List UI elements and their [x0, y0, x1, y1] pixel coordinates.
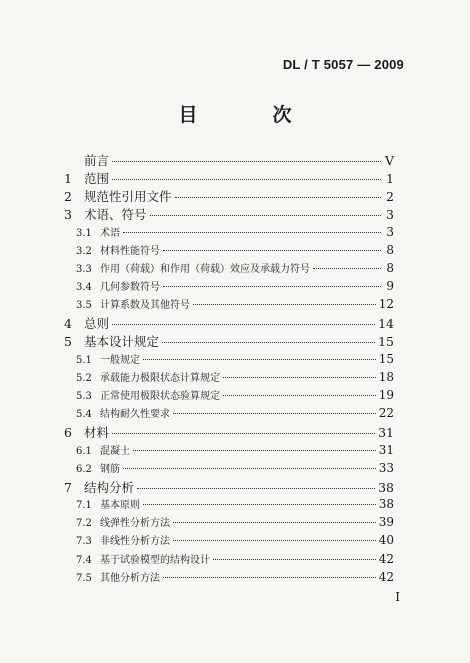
toc-entry	[64, 423, 394, 441]
toc-entry-page: 18	[378, 370, 394, 384]
toc-entry-page: 2	[386, 189, 394, 204]
toc-entry-label: 结构分析	[84, 480, 135, 495]
toc-entry-label: 前言	[84, 153, 110, 168]
toc-entry	[64, 278, 394, 293]
toc-entry-number: 7.5	[76, 573, 92, 584]
toc-entry-label: 材料	[84, 425, 110, 440]
toc-entry	[64, 514, 394, 529]
toc-entry	[64, 296, 394, 311]
toc-entry	[64, 369, 394, 384]
toc-entry	[64, 460, 394, 475]
toc-dot-leader	[162, 342, 375, 343]
toc-entry-label: 基本设计规定	[84, 334, 160, 349]
toc-entry-number: 6.2	[76, 464, 92, 475]
toc-entry-label: 基于试验模型的结构设计	[100, 555, 210, 566]
toc-dot-leader	[112, 324, 375, 325]
toc-entry-number: 7.1	[76, 500, 92, 511]
toc-entry-number: 7.2	[76, 518, 92, 529]
toc-entry-number: 3.1	[76, 228, 92, 239]
toc-entry	[64, 532, 394, 547]
toc-entry-number: 7.4	[76, 555, 92, 566]
toc-dot-leader	[223, 395, 376, 396]
toc-dot-leader	[173, 522, 376, 523]
toc-entry-page: 3	[386, 207, 394, 222]
toc-entry	[64, 387, 394, 402]
toc-entry	[64, 569, 394, 584]
toc-entry-page: 8	[386, 243, 394, 257]
toc-entry	[64, 351, 394, 366]
toc-entry-page: 19	[378, 388, 394, 402]
toc-dot-leader	[112, 433, 375, 434]
toc-entry-page: 9	[386, 279, 394, 293]
toc-entry-page: 8	[386, 261, 394, 275]
toc-dot-leader	[133, 450, 376, 451]
toc-entry-page: 33	[378, 461, 394, 475]
toc-entry	[64, 187, 394, 205]
toc-entry	[64, 314, 394, 332]
toc-entry-label: 线弹性分析方法	[100, 518, 170, 529]
toc-entry-number: 1	[64, 171, 72, 186]
toc-entry	[64, 478, 394, 496]
toc-dot-leader	[173, 540, 376, 541]
toc-dot-leader	[112, 161, 381, 162]
toc-entry-page: 31	[378, 443, 394, 457]
toc-entry-number: 6.1	[76, 446, 92, 457]
toc-entry-label: 钢筋	[100, 464, 120, 475]
toc-entry-page: 31	[378, 425, 394, 440]
toc-entry-label: 作用（荷载）和作用（荷载）效应及承载力符号	[100, 264, 310, 275]
toc-dot-leader	[213, 559, 376, 560]
standard-code: DL / T 5057 — 2009	[282, 57, 404, 72]
toc-dot-leader	[150, 215, 381, 216]
toc-entry-number: 3.3	[76, 264, 92, 275]
toc-entry-label: 其他分析方法	[100, 573, 160, 584]
toc-dot-leader	[173, 413, 376, 414]
toc-entry-label: 非线性分析方法	[100, 536, 170, 547]
toc-entry-page: 38	[378, 497, 394, 511]
toc-entry	[64, 551, 394, 566]
toc-dot-leader	[137, 488, 375, 489]
toc-entry-label: 范围	[84, 171, 110, 186]
toc-entry-label: 计算系数及其他符号	[100, 300, 190, 311]
toc-entry	[64, 332, 394, 350]
toc-entry-number: 3.5	[76, 300, 92, 311]
toc-dot-leader	[223, 377, 376, 378]
toc-entry-label: 混凝土	[100, 446, 130, 457]
toc-entry-label: 结构耐久性要求	[100, 409, 170, 420]
toc-entry-number: 6	[64, 425, 72, 440]
toc-dot-leader	[163, 286, 381, 287]
toc-entry-number: 3.4	[76, 282, 92, 293]
toc-entry-page: 39	[378, 515, 394, 529]
toc-entry-number: 4	[64, 316, 72, 331]
toc-dot-leader	[143, 359, 376, 360]
toc-entry-label: 术语、符号	[84, 207, 147, 222]
toc-dot-leader	[112, 179, 381, 180]
toc-entry-number: 3	[64, 207, 72, 222]
toc-entry-label: 正常使用极限状态验算规定	[100, 391, 220, 402]
toc-entry-page: 12	[378, 297, 394, 311]
toc-entry	[64, 205, 394, 223]
toc-entry-page: 42	[378, 570, 394, 584]
toc-dot-leader	[123, 468, 376, 469]
toc-entry-number: 3.2	[76, 246, 92, 257]
toc-entry-label: 几何参数符号	[100, 282, 160, 293]
toc-entry-page: 40	[378, 533, 394, 547]
toc-entry-number: 5.1	[76, 355, 92, 366]
toc-entry-label: 承载能力极限状态计算规定	[100, 373, 220, 384]
toc-entry-number: 7	[64, 480, 72, 495]
toc-entry-page: 15	[378, 334, 394, 349]
toc-dot-leader	[163, 250, 381, 251]
toc-entry-number: 7.3	[76, 536, 92, 547]
toc-entry-page: 22	[378, 406, 394, 420]
toc-entry-page: 42	[378, 552, 394, 566]
toc-entry-number: 5	[64, 334, 72, 349]
toc-entry	[64, 169, 394, 187]
toc-entry-number: 5.3	[76, 391, 92, 402]
toc-entry-label: 总则	[84, 316, 110, 331]
toc-dot-leader	[163, 577, 376, 578]
toc-entry-number: 5.4	[76, 409, 92, 420]
toc-entry-label: 材料性能符号	[100, 246, 160, 257]
toc-entry-page: 1	[386, 171, 394, 186]
page-title: 目 次	[178, 104, 320, 126]
page-number: I	[395, 590, 400, 604]
toc-entry-label: 术语	[100, 228, 120, 239]
toc-dot-leader	[143, 504, 376, 505]
toc-entry-label: 规范性引用文件	[84, 189, 172, 204]
toc-entry-page: 15	[378, 352, 394, 366]
toc-entry-label: 一般规定	[100, 355, 140, 366]
toc-dot-leader	[123, 232, 381, 233]
toc-entry-number: 5.2	[76, 373, 92, 384]
toc-entry-page: 38	[378, 480, 394, 495]
toc-entry	[64, 442, 394, 457]
toc-dot-leader	[175, 197, 381, 198]
toc-entry	[64, 224, 394, 239]
toc-entry	[64, 242, 394, 257]
toc-entry-label: 基本原则	[100, 500, 140, 511]
toc-entry-number: 2	[64, 189, 72, 204]
toc-entry-page: 3	[386, 225, 394, 239]
toc-dot-leader	[313, 268, 381, 269]
toc-entry	[64, 260, 394, 275]
toc-entry	[64, 496, 394, 511]
toc-entry	[64, 151, 394, 169]
toc-entry	[64, 405, 394, 420]
toc-entry-page: V	[384, 153, 394, 168]
toc-dot-leader	[193, 304, 376, 305]
toc-entry-page: 14	[378, 316, 394, 331]
